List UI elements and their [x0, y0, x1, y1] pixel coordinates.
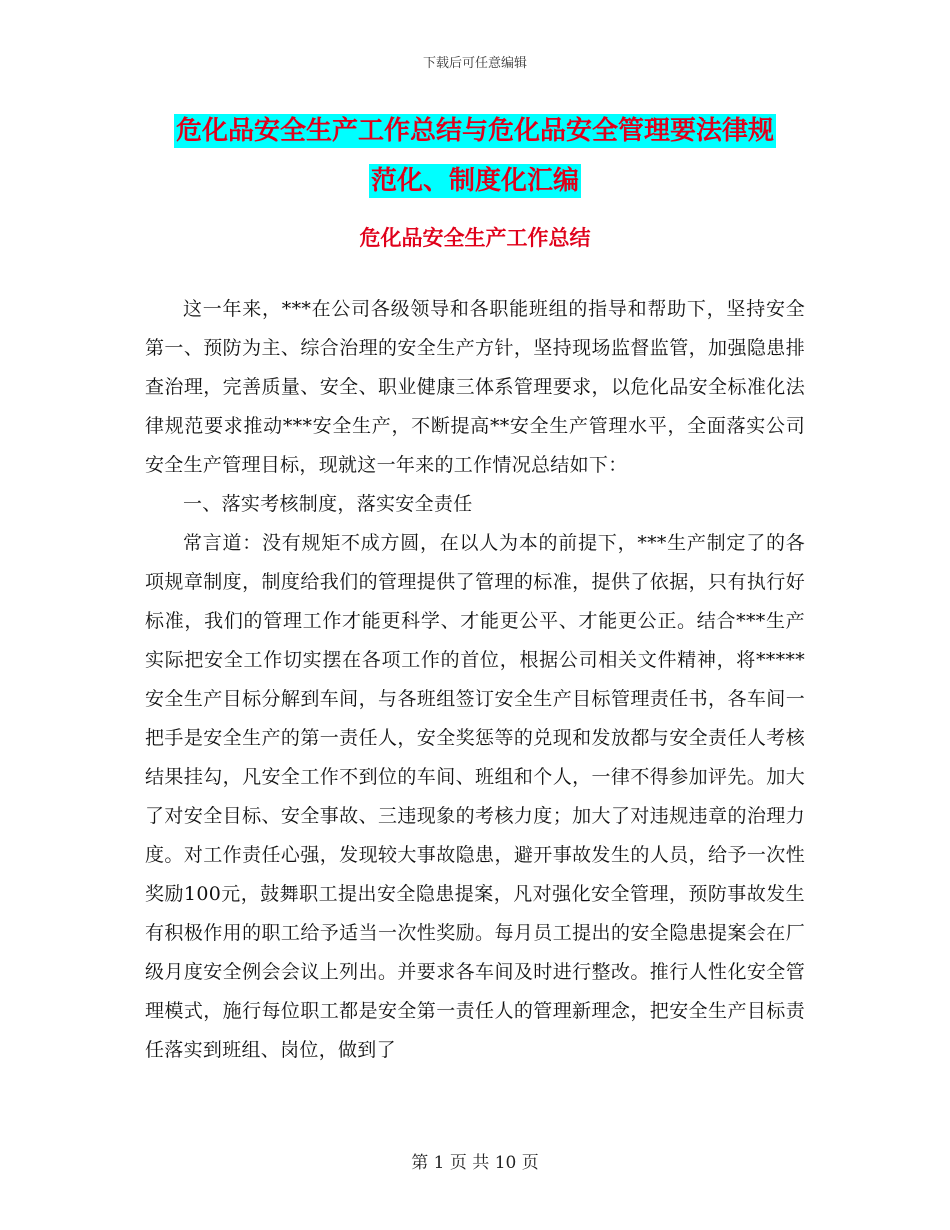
document-title [145, 106, 805, 206]
paragraph-intro: 这一年来，***在公司各级领导和各职能班组的指导和帮助下，坚持安全第一、预防为主、综合治理的安全生产方针，坚持现场监督监管，加强隐患排查治理，完善质量、安全、职业健康三体系管理要求，以危化品安全标准化法律规范要求推动***安全生产，不断提高**安全生产管理水平，全面落实公司安全生产管理目标，现就这一年来的工作情况总结如下： [145, 298, 805, 476]
section-title: 危化品安全生产工作总结 [359, 226, 591, 250]
body-text [145, 290, 805, 1070]
title-line-1: 危化品安全生产工作总结与危化品安全管理要法律规 [175, 116, 774, 146]
title-line-2: 范化、制度化汇编 [370, 166, 579, 196]
page-number: 第 1 页 共 10 页 [411, 1153, 539, 1173]
paragraph-heading-1: 一、落实考核制度，落实安全责任 [183, 493, 473, 515]
paragraph-body-1: 常言道：没有规矩不成方圆，在以人为本的前提下，***生产制定了的各项规章制度，制度给我们的管理提供了管理的标准，提供了依据，只有执行好标准，我们的管理工作才能更科学、才能更公平、才能更公正。结合***生产实际把安全工作切实摆在各项工作的首位，根据公司相关文件精神，将*****安全生产目标分解到车间，与各班组签订安全生产目标管理责任书，各车间一把手是安全生产的第一责任人，安全奖惩等的兑现和发放都与安全责任人考核结果挂勾，凡安全工作不到位的车间、班组和个人，一律不得参加评先。加大了对安全目标、安全事故、三违现象的考核力度；加大了对违规违章的治理力度。对工作责任心强，发现较大事故隐患，避开事故发生的人员，给予一次性奖励100元，鼓舞职工提出安全隐患提案，凡对强化安全管理，预防事故发生有积极作用的职工给予适当一次性奖励。每月员工提出的安全隐患提案会在厂级月度安全例会会议上列出。并要求各车间及时进行整改。推行人性化安全管理模式，施行每位职工都是安全第一责任人的管理新理念，把安全生产目标责任落实到班组、岗位，做到了 [145, 532, 805, 1061]
header-note: 下载后可任意编辑 [422, 56, 527, 71]
